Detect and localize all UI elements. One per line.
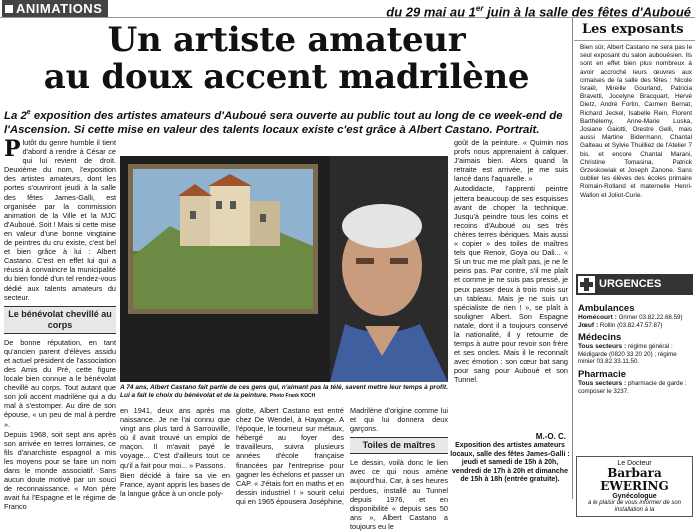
painting-and-artist-illustration (120, 156, 448, 382)
medecins-heading: Médecins (578, 332, 622, 344)
sidebar-title: Les exposants (574, 18, 695, 41)
page-header (0, 0, 695, 18)
rubric-label: ANIMATIONS (16, 1, 103, 16)
column-3b: Madrilène d'origine comme lui et qui lui donnera deux garçons. Toiles de maîtres Le dessin, voilà donc le lien avec ce qui nous amène aujourd'hui. Car, à ses heures perdues, installé au Tunnel depuis 1976, et en disponibilité « depuis ses 50 ans », Albert Castano a toujours eu le (350, 406, 448, 531)
medecins-info: Tous secteurs : régime général : Médigarde (0820 33 20 20) ; régime minier 03.82.33.11.50. (578, 343, 677, 366)
dateline: du 29 mai au 1er juin à la salle des fêtes d'Auboué (386, 4, 691, 20)
urgences-banner: URGENCES (576, 274, 693, 295)
pharmacie-heading: Pharmacie (578, 368, 627, 380)
ambulances-heading: Ambulances (578, 303, 635, 314)
column-1: Plutôt du genre humble il tient d'abord à rendre à César ce qui lui revient de droit. Deuxième du nom, l'exposition des artistes amateurs, dont les portes s'ouvriront jeudi à la salle des fêtes James-Galli, est organisée par la commission animation de la Ville et la MJC d'Auboué. Soit ! Mais si cette mise en valeur d'une bonne vingtaine de peintres du cru existe, c'est bel et bien grâce à lui : Albert Castano. C'est en effet lui qui a réussi à convaincre la municipalité du bien fondé d'un tel rendez-vous dédié aux talents amateurs du secteur. Le bénévolat chevillé au corps De bonne réputation, en tant qu'ancien parent d'élèves assidu et actuel président de l'association des Amis du Pré, cette figure locale bien connue a le bénévolat chevillé au corps. Tout autant que son joli accent madrilène qui a du mal à s'estomper. Au dire de son épouse, « un peu de mal à perdre ». Depuis 1968, soit sept ans après son arrivée en terres lorraines, ce fils d'anarchiste espagnol a mis les moyens pour se faire un nom dans le monde associatif. Sans aucun doute motivé par un souci de reconnaissance. « Mon père avait fui l'Espagne et le régime de Franco (4, 136, 116, 512)
subhead-benevolat: Le bénévolat chevillé au corps (4, 306, 116, 334)
headline: Un artiste amateur au doux accent madrilène (43, 20, 530, 97)
doctor-advertisement: Le Docteur Barbara EWERING Gynécologue a le plaisir de vous informer de son installation à la (576, 456, 693, 517)
column-4: goût de la peinture. « Quimin nos profs nous apprenaient à calquer. J'aimais bien. Alors quand la retraite est arrivée, je me suis lancé dans l'aquarelle. » Autodidacte, l'apprenti peintre jettera beaucoup de ses esquisses avant de choper la technique. Jusqu'à peindre tous les coins et recoins d'Auboué ou ses très chères terres ibériques. Mais aussi « copier » des toiles de maîtres tels que Renoir, Goya ou Dali... « Si un truc me me plaît pas, je ne le peins pas. Par contre, s'il me plaît et comme je ne suis pas pressé, je peux passer deux à trois mois sur un tableau. Mais je ne suis un spécialiste de rien ! », se plaît à souligner Albert. Son Espagne natale, dont il a toujours conservé la nationalité, il y retourne de temps à autre pour revoir son frère et ses oncles. Mais il le reconnaît avec émotion : son cœur bat sang pour sang pour Auboué et son Tunnel. (454, 138, 568, 385)
section-rubric (2, 0, 108, 17)
column-2: en 1941, deux ans après ma naissance. Je ne l'ai connu que vingt ans plus tard à Sarrouville, où il avait trouvé un emploi de maçon. Il m'avait payé le voyage... C'est d'ailleurs tout ce qu'il a fait pour moi... » Passons. Bien décidé à faire sa vie en France, ayant appris les bases de la langue grâce à un oncle poly- (120, 406, 230, 498)
column-3: glotte, Albert Castano est entré chez De Wendel, à Hayange. A l'époque, le tourneur sur métaux, hébergé au foyer des travailleurs, suivra plusieurs années d'école française financées par l'entreprise pour gagner les échelons et passer un CAP. « J'étais fort en maths et en dessin industriel ! » sourit celui qui en 1965 épousera Joséphine, (236, 406, 344, 506)
chapo: La 2e exposition des artistes amateurs d'Auboué sera ouverte au public tout au long de ce week-end de l'Ascension. Si cette mise en valeur des talents locaux existe c'est grâce à Albert Castano. Portrait. (4, 109, 563, 136)
ambulance-joeuf: Jœuf : Rollin (03.82.47.57.87) (578, 321, 663, 329)
exhibition-info: Exposition des artistes amateurs locaux, salle des fêtes James-Galli : jeudi et samedi de 15h à 20h, vendredi de 17h à 20h et dimanche de 15h à 18h (entrée gratuite). (450, 442, 570, 484)
artist-photo (120, 156, 448, 382)
article (0, 18, 573, 531)
exhibitors-text: Bien sûr, Albert Castano ne sera pas le seul exposant du salon aubouésien. Ils sont en effet bien plus nombreux à avoir accroché leurs œuvres aux cimaises de la salle des fêtes : Nicole Israël, Mireille Gourland, Patricia Bravetti, Jocelyne Bracquart, Hervé Dietz, André Fortin, Carmen Bernat, Richard Jeckel, Isabelle Rein, Florent Barthélemy, Anne-Marie Luska, Josiane Gaiotti, Orestre Gelli, mais aussi Martine Bidermann, Chantal Galteau et Sylvie Thuilliez de l'Atelier 7 bis, et encore Chantal Marani, Christine Tomasina, Patrick Grzeskowiak et Joseph Zanone. Sans oublier les élèves des écoles primaire Romain-Rolland et maternelle Henri-Wallon et Joliot-Curie. (580, 44, 692, 199)
subhead-toiles: Toiles de maîtres (350, 437, 448, 454)
medical-cross-icon (578, 276, 595, 293)
sidebar (574, 18, 695, 513)
urgences-list (578, 300, 691, 395)
photo-credit: Photo Frank KOCH (269, 393, 316, 399)
pharmacie-info: Tous secteurs : pharmacie de garde : composer le 3237. (578, 379, 687, 395)
ambulance-homecourt: Homécourt : Grimer 03.82.22.68.59) (578, 314, 683, 321)
photo-caption: A 74 ans, Albert Castano fait partie de ces gens qui, n'aimant pas la télé, savent mettre leur temps à profit. Lui a fait le choix du bénévolat et de la peinture. Photo Frank KOCH (120, 384, 448, 399)
square-bullet-icon (5, 5, 13, 13)
author-signature: M.-O. C. (535, 432, 566, 441)
dropcap: P (4, 136, 21, 162)
